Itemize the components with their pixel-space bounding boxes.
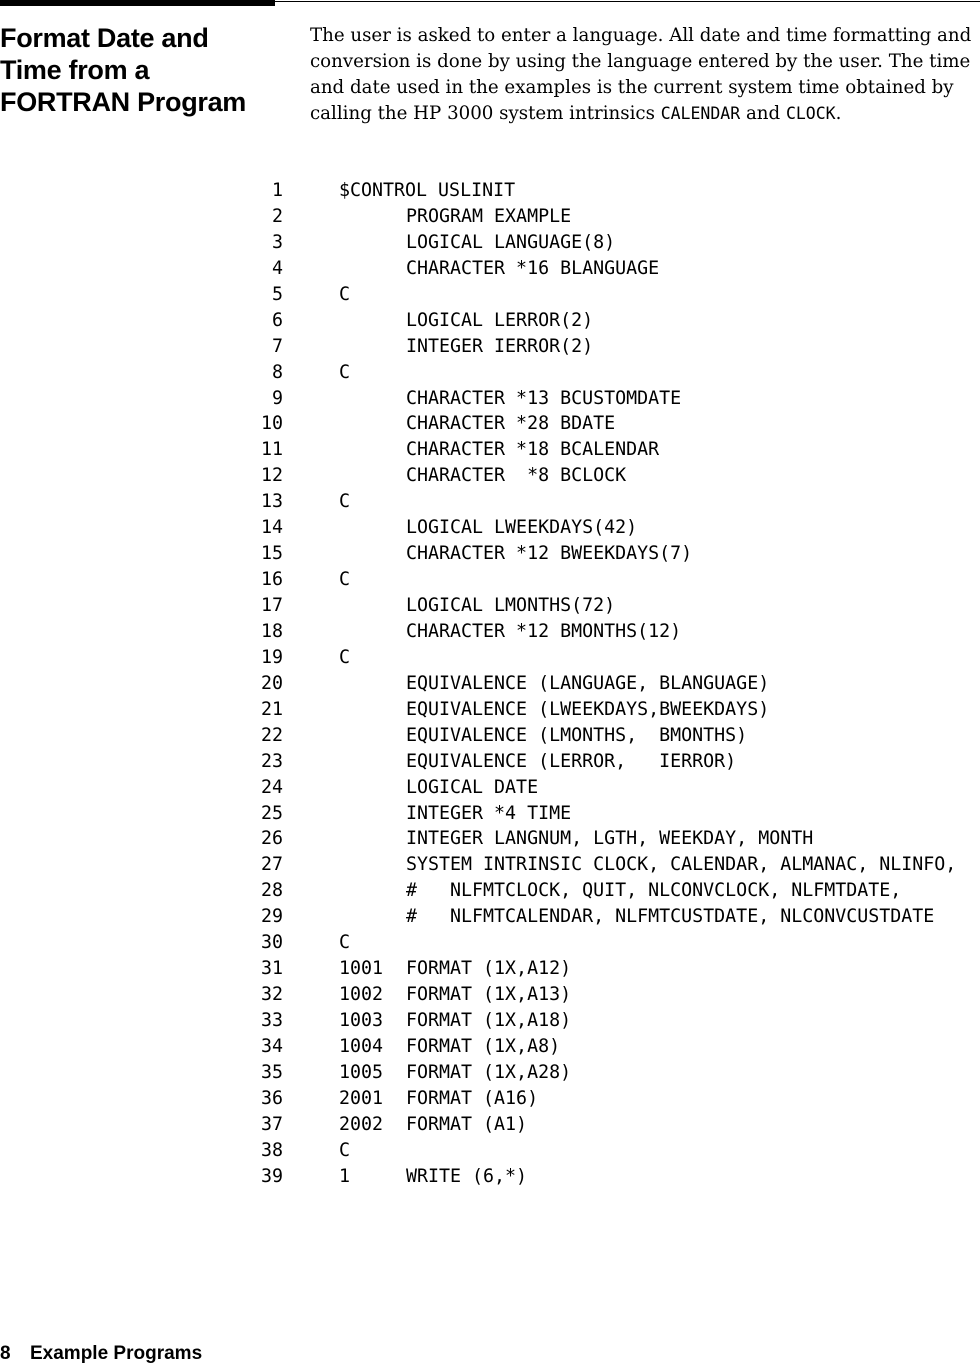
code-text: INTEGER IERROR(2) [406,335,594,357]
code-line [252,360,980,386]
page-number: 8 [0,1343,11,1364]
code-text: LOGICAL LANGUAGE(8) [406,231,616,253]
code-text: FORMAT (1X,A13) [406,984,572,1006]
line-number: 19 [260,646,283,668]
line-number: 32 [260,984,283,1006]
code-label: C [339,283,351,305]
line-number: 35 [260,1061,283,1083]
code-text: FORMAT (A1) [406,1113,528,1135]
line-number: 7 [271,335,283,357]
line-number: 16 [260,569,283,591]
code-text: CHARACTER *12 BWEEKDAYS(7) [406,543,693,565]
code-text: # NLFMTCALENDAR, NLFMTCUSTDATE, NLCONVCUSTDATE [406,906,935,928]
line-number: 1 [271,180,283,201]
line-number: 22 [260,724,283,746]
code-label: C [339,1139,351,1161]
code-label: 1004 [339,1035,384,1057]
intro-text-1: The user is asked to enter a language. All date and time formatting and conversion is done by using the language entered by the user. The time and date used in the examples is the current system time obtained by calling the HP 3000 system intrinsics [310,25,972,124]
code-line [252,982,980,1008]
code-line [252,334,980,360]
intro-clock-term: CLOCK [785,104,836,123]
line-number: 25 [260,802,283,824]
code-text: EQUIVALENCE (LWEEKDAYS,BWEEKDAYS) [406,698,770,720]
code-text: EQUIVALENCE (LERROR, IERROR) [406,750,737,772]
code-line [252,826,980,852]
heading-line-1: Format Date and [0,23,209,53]
code-text: INTEGER LANGNUM, LGTH, WEEKDAY, MONTH [406,828,814,850]
code-line [252,619,980,645]
code-label: 1001 [339,958,384,980]
code-text: EQUIVALENCE (LMONTHS, BMONTHS) [406,724,748,746]
code-text: FORMAT (1X,A12) [406,958,572,980]
code-listing [252,178,980,1190]
code-text: FORMAT (A16) [406,1087,539,1109]
heading-line-3: FORTRAN Program [0,87,247,117]
code-line [252,1138,980,1164]
code-line [252,801,980,827]
code-text: EQUIVALENCE (LANGUAGE, BLANGUAGE) [406,672,770,694]
heading-line-2: Time from a [0,55,150,85]
line-number: 11 [260,439,283,461]
code-label: C [339,932,351,954]
line-number: 31 [260,958,283,980]
line-number: 12 [260,465,283,487]
code-text: CHARACTER *28 BDATE [406,413,616,435]
code-line [252,1060,980,1086]
code-text: SYSTEM INTRINSIC CLOCK, CALENDAR, ALMANAC, NLINFO, [406,854,957,876]
code-text: # NLFMTCLOCK, QUIT, NLCONVCLOCK, NLFMTDATE, [406,880,902,902]
code-line [252,386,980,412]
code-line [252,463,980,489]
line-number: 36 [260,1087,283,1109]
code-line [252,541,980,567]
line-number: 30 [260,932,283,954]
line-number: 37 [260,1113,283,1135]
line-number: 39 [260,1165,283,1187]
code-text: CHARACTER *13 BCUSTOMDATE [406,387,682,409]
code-line [252,256,980,282]
code-label: 1005 [339,1061,384,1083]
page-footer [0,1342,202,1366]
code-text: CHARACTER *12 BMONTHS(12) [406,620,682,642]
code-line [252,567,980,593]
code-text: LOGICAL DATE [406,776,539,798]
footer-section-title: Example Programs [30,1343,203,1364]
code-text: CHARACTER *18 BCALENDAR [406,439,660,461]
code-line [252,775,980,801]
line-number: 14 [260,517,283,539]
line-number: 2 [271,205,283,227]
code-text: $CONTROL USLINIT [339,180,516,201]
top-rule-thick [0,0,275,6]
code-label: C [339,569,351,591]
line-number: 27 [260,854,283,876]
code-line [252,1164,980,1190]
line-number: 21 [260,698,283,720]
line-number: 13 [260,491,283,513]
code-line [252,1008,980,1034]
code-line [252,697,980,723]
code-line [252,411,980,437]
line-number: 6 [271,309,283,331]
code-label: 1002 [339,984,384,1006]
intro-text-3: . [835,103,842,124]
code-line [252,645,980,671]
code-line [252,178,980,204]
line-number: 29 [260,906,283,928]
line-number: 3 [271,231,283,253]
line-number: 23 [260,750,283,772]
code-text: LOGICAL LWEEKDAYS(42) [406,517,638,539]
intro-calendar-term: CALENDAR [660,104,741,123]
code-text: PROGRAM EXAMPLE [406,205,572,227]
line-number: 9 [271,387,283,409]
code-text: CHARACTER *16 BLANGUAGE [406,257,660,279]
line-number: 5 [271,283,283,305]
code-line [252,852,980,878]
top-rule-thin [275,1,980,2]
code-label: 1 [339,1165,351,1187]
code-line [252,1086,980,1112]
code-line [252,230,980,256]
code-line [252,515,980,541]
code-text: FORMAT (1X,A18) [406,1010,572,1031]
line-number: 15 [260,543,283,565]
code-line [252,1034,980,1060]
line-number: 20 [260,672,283,694]
line-number: 24 [260,776,283,798]
line-number: 4 [271,257,283,279]
code-line [252,1112,980,1138]
code-label: 1003 [339,1010,384,1031]
code-line [252,308,980,334]
section-heading [0,22,270,118]
line-number: 28 [260,880,283,902]
code-line [252,437,980,463]
code-line [252,204,980,230]
line-number: 18 [260,620,283,642]
code-label: C [339,491,351,513]
line-number: 26 [260,828,283,850]
code-text: FORMAT (1X,A28) [406,1061,572,1083]
code-text: FORMAT (1X,A8) [406,1035,561,1057]
intro-text-2: and [740,103,786,124]
code-line [252,593,980,619]
code-line [252,904,980,930]
line-number: 8 [271,361,283,383]
code-line [252,723,980,749]
code-line [252,489,980,515]
code-label: C [339,361,351,383]
code-line [252,282,980,308]
code-line [252,671,980,697]
code-label: 2002 [339,1113,384,1135]
code-label: 2001 [339,1087,384,1109]
code-text: LOGICAL LMONTHS(72) [406,595,616,616]
line-number: 33 [260,1010,283,1031]
code-text: INTEGER *4 TIME [406,802,572,824]
code-text: WRITE (6,*) [406,1165,528,1187]
code-text: LOGICAL LERROR(2) [406,309,594,331]
code-line [252,930,980,956]
code-line [252,878,980,904]
line-number: 34 [260,1035,283,1057]
line-number: 10 [260,413,283,435]
code-label: C [339,646,351,668]
line-number: 38 [260,1139,283,1161]
code-line [252,956,980,982]
code-text: CHARACTER *8 BCLOCK [406,465,627,487]
code-line [252,749,980,775]
line-number: 17 [260,595,283,616]
intro-paragraph [310,23,975,127]
